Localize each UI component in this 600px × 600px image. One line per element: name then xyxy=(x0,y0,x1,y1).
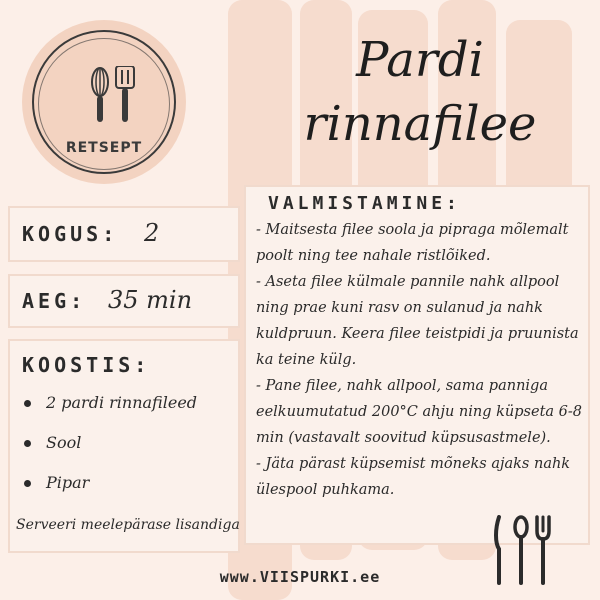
ingredient-text: 2 pardi rinnafileed xyxy=(46,393,198,412)
list-item xyxy=(22,433,197,473)
servings-box xyxy=(8,206,240,262)
servings-value: 2 xyxy=(144,219,160,247)
ingredient-text: Sool xyxy=(46,433,82,452)
preparation-step: - Aseta filee külmale pannile nahk allpool ning prae kuni rasv on sulanud ja nahk kuldpruun. Keera filee teistpidi ja pruunista ka teine külg. xyxy=(256,274,579,368)
bullet-icon xyxy=(24,480,31,487)
preparation-box xyxy=(244,185,590,545)
retsept-logo xyxy=(22,20,186,184)
preparation-label: VALMISTAMINE: xyxy=(268,193,461,214)
ingredients-list xyxy=(22,393,197,513)
recipe-title xyxy=(250,28,590,156)
serving-note: Serveeri meelepärase lisandiga xyxy=(16,517,240,533)
title-line: rinnafilee xyxy=(303,96,537,152)
ingredient-text: Pipar xyxy=(46,473,90,492)
time-label: AEG: xyxy=(22,289,87,313)
ingredients-box xyxy=(8,339,240,553)
list-item xyxy=(22,393,197,433)
preparation-step: - Jäta pärast küpsemist mõneks ajaks nahk ülespool puhkama. xyxy=(256,456,571,498)
bullet-icon xyxy=(24,400,31,407)
website-link[interactable]: www.VIISPURKI.ee xyxy=(219,568,381,586)
preparation-step: - Pane filee, nahk allpool, sama panniga eelkuumutatud 200°C ahju ning küpseta 6-8 min (vastavalt soovitud küpsusastmele). xyxy=(256,378,583,446)
whisk-spatula-icon xyxy=(82,66,142,126)
preparation-steps xyxy=(256,217,588,503)
preparation-step: - Maitsesta filee soola ja pipraga mõlemalt poolt ning tee nahale ristlõiked. xyxy=(256,222,569,264)
bullet-icon xyxy=(24,440,31,447)
ingredients-label: KOOSTIS: xyxy=(22,353,151,377)
logo-label: RETSEPT xyxy=(65,140,143,156)
list-item xyxy=(22,473,197,513)
title-line: Pardi xyxy=(356,32,484,88)
servings-label: KOGUS: xyxy=(22,222,119,246)
time-box xyxy=(8,274,240,328)
time-value: 35 min xyxy=(108,286,193,314)
